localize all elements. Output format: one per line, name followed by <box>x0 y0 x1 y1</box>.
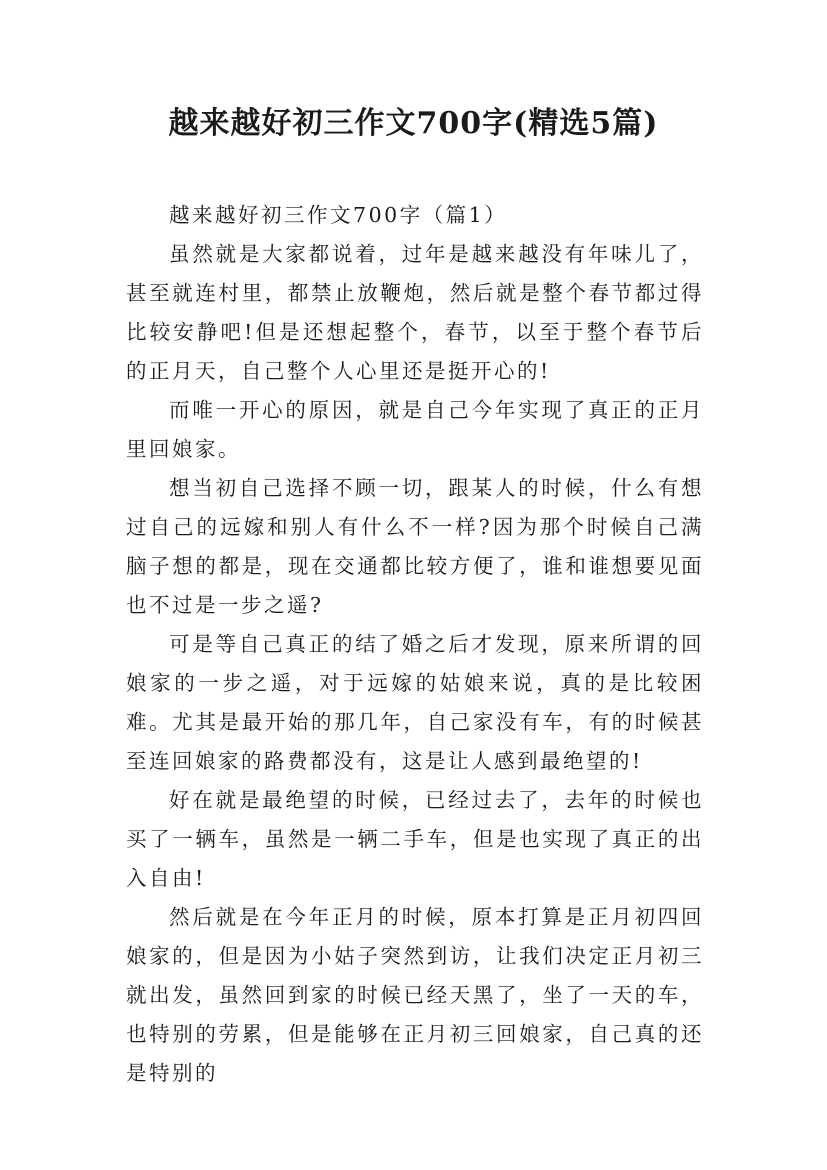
document-title: 越来越好初三作文700字(精选5篇) <box>168 106 659 141</box>
paragraph: 好在就是最绝望的时候，已经过去了，去年的时候也买了一辆车，虽然是一辆二手车，但是也实现了真正的出入自由! <box>126 788 704 890</box>
paragraph: 而唯一开心的原因，就是自己今年实现了真正的正月里回娘家。 <box>126 398 704 461</box>
paragraph: 可是等自己真正的结了婚之后才发现，原来所谓的回娘家的一步之遥，对于远嫁的姑娘来说，真的是比较困难。尤其是最开始的那几年，自己家没有车，有的时候甚至连回娘家的路费都没有，这是让人感到最绝望的! <box>126 632 704 773</box>
paragraph: 虽然就是大家都说着，过年是越来越没有年味儿了，甚至就连村里，都禁止放鞭炮，然后就是整个春节都过得比较安静吧!但是还想起整个，春节，以至于整个春节后的正月天，自己整个人心里还是挺开心的! <box>126 242 704 383</box>
paragraph: 想当初自己选择不顾一切，跟某人的时候，什么有想过自己的远嫁和别人有什么不一样?因为那个时候自己满脑子想的都是，现在交通都比较方便了，谁和谁想要见面也不过是一步之遥? <box>126 476 704 617</box>
section-heading: 越来越好初三作文700字（篇1） <box>169 203 508 227</box>
paragraph: 然后就是在今年正月的时候，原本打算是正月初四回娘家的，但是因为小姑子突然到访，让我们决定正月初三就出发，虽然回到家的时候已经天黑了，坐了一天的车，也特别的劳累，但是能够在正月初三回娘家，自己真的还是特别的 <box>126 905 704 1085</box>
document-body <box>126 196 704 1093</box>
